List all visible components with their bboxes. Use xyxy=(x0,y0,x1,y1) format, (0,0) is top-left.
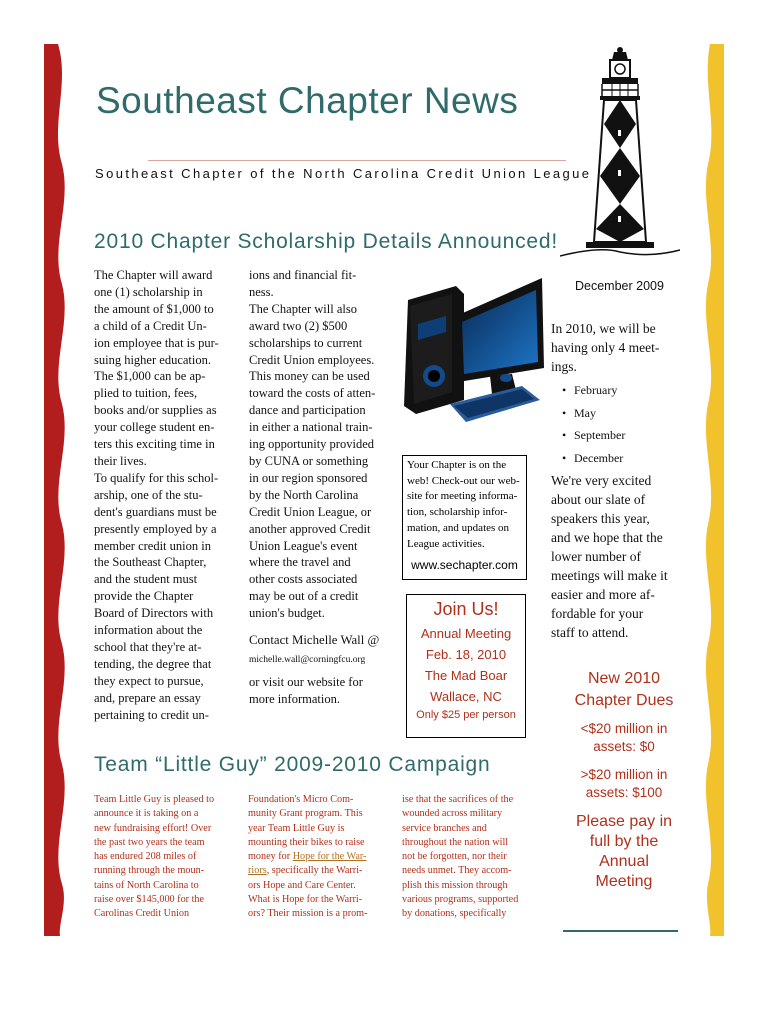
scholarship-heading: 2010 Chapter Scholarship Details Announced! xyxy=(94,230,559,253)
campaign-text-line: throughout the nation will xyxy=(402,836,509,848)
scholarship-text-line: Board of Directors with xyxy=(94,606,214,621)
contact-email[interactable]: michelle.wall@corningfcu.org xyxy=(249,654,366,665)
sidebar-text-line: easier and more af- xyxy=(551,587,655,602)
campaign-text-line: plish this mission through xyxy=(402,879,508,891)
scholarship-text-line: union's budget. xyxy=(249,606,325,621)
scholarship-text-line: by CUNA or something xyxy=(249,453,369,468)
scholarship-text-line: The $1,000 can be ap- xyxy=(94,369,206,384)
scholarship-text-line: plied to tuition, fees, xyxy=(94,386,198,401)
scholarship-text-line: your college student en- xyxy=(94,420,215,435)
dues-tier-1-line-2: assets: $0 xyxy=(593,739,655,754)
scholarship-text-line: school that they're at- xyxy=(94,639,202,654)
sidebar-divider xyxy=(563,930,678,932)
campaign-text-line: mounting their bikes to raise xyxy=(248,836,365,848)
scholarship-text-line: The Chapter will also xyxy=(249,301,357,316)
scholarship-text-line: pertaining to credit un- xyxy=(94,707,209,722)
campaign-text-line: ors? Their mission is a prom- xyxy=(248,908,368,920)
scholarship-text-line: ions and financial fit- xyxy=(249,268,357,282)
scholarship-text-line: provide the Chapter xyxy=(94,589,194,604)
sidebar-text-line: staff to attend. xyxy=(551,625,629,640)
scholarship-text-line: ing opportunity provided xyxy=(249,437,374,452)
scholarship-text-line: information about the xyxy=(94,623,203,638)
meeting-month-item: • September xyxy=(552,424,692,447)
link-suffix: , specifically the Warri- xyxy=(266,865,363,877)
campaign-text-line: Foundation's Micro Com- xyxy=(248,794,354,805)
sidebar-text-line: We're very excited xyxy=(551,473,652,488)
scholarship-text-line: To qualify for this schol- xyxy=(94,470,219,485)
computer-illustration xyxy=(400,272,548,442)
scholarship-text-line: other costs associated xyxy=(249,572,358,587)
scholarship-column-2 xyxy=(249,267,399,708)
more-info-line-1: or visit our website for xyxy=(249,674,363,689)
dues-note-line-1: Please pay in xyxy=(575,813,673,830)
campaign-text-line: has endured 208 miles of xyxy=(94,851,197,863)
dues-heading xyxy=(556,668,692,712)
sidebar-text-line: fordable for your xyxy=(551,606,644,621)
scholarship-text-line: they expect to pursue, xyxy=(94,673,204,688)
hope-for-warriors-link-cont[interactable]: riors xyxy=(248,865,267,877)
sidebar-text-line: about our slate of xyxy=(551,492,646,507)
campaign-text-line: ors Hope and Care Center. xyxy=(248,879,356,891)
sidebar-text-line: lower number of xyxy=(551,549,641,564)
scholarship-text-line: Credit Union employees. xyxy=(249,352,375,367)
page-subtitle: Southeast Chapter of the North Carolina Credit Union League xyxy=(95,166,592,181)
dues-note-line-2: full by the xyxy=(589,833,659,850)
join-us-location: Wallace, NC xyxy=(430,689,502,704)
scholarship-text-line: the Southeast Chapter, xyxy=(94,555,207,570)
scholarship-text-line: books and/or supplies as xyxy=(94,403,217,418)
campaign-text-line: Carolinas Credit Union xyxy=(94,908,190,920)
dues-tier-2 xyxy=(556,766,692,802)
campaign-text-line: year Team Little Guy is xyxy=(248,822,345,834)
issue-date: December 2009 xyxy=(575,279,664,293)
dues-heading-line-1: New 2010 xyxy=(587,670,661,687)
join-us-price: Only $25 per person xyxy=(416,709,516,721)
scholarship-text-line: ters this exciting time in xyxy=(94,437,215,452)
scholarship-text-line: a child of a Credit Un- xyxy=(94,318,207,333)
campaign-column-1 xyxy=(94,793,240,922)
campaign-text-line: running through the moun- xyxy=(94,865,205,877)
sidebar-outro xyxy=(551,471,701,642)
join-us-event: Annual Meeting xyxy=(420,626,512,641)
scholarship-text-line: ness. xyxy=(249,284,274,299)
website-info-line: site for meeting informa- xyxy=(407,490,518,503)
join-us-heading: Join Us! xyxy=(433,599,499,619)
campaign-text-line: new fundraising effort! Over xyxy=(94,822,212,834)
page-title: Southeast Chapter News xyxy=(96,80,519,121)
campaign-link-line-2 xyxy=(248,864,394,878)
scholarship-text-line: The Chapter will award xyxy=(94,268,213,282)
campaign-column-2 xyxy=(248,793,394,922)
join-us-box xyxy=(406,594,526,738)
scholarship-text-line: presently employed by a xyxy=(94,521,217,536)
scholarship-text-line: in our region sponsored xyxy=(249,470,368,485)
website-url[interactable]: www.sechapter.com xyxy=(411,558,518,573)
sidebar-text-line: and we hope that the xyxy=(551,530,663,545)
website-info-line: tion, scholarship infor- xyxy=(407,506,508,519)
campaign-text-line: by donations, specifically xyxy=(402,908,507,920)
scholarship-text-line: dance and participation xyxy=(249,403,366,418)
dues-note-line-3: Annual xyxy=(599,853,649,870)
dues-tier-2-line-1: >$20 million in xyxy=(580,767,668,782)
scholarship-text-line: toward the costs of atten- xyxy=(249,386,376,401)
right-wavy-border xyxy=(702,44,724,936)
scholarship-text-line: may be out of a credit xyxy=(249,589,359,604)
campaign-text-line: announce it is taking on a xyxy=(94,808,199,820)
campaign-text-line: service branches and xyxy=(402,822,487,834)
scholarship-text-line: Credit Union League, or xyxy=(249,504,372,519)
left-wavy-border xyxy=(44,44,70,936)
scholarship-text-line: another approved Credit xyxy=(249,521,371,536)
join-us-date: Feb. 18, 2010 xyxy=(425,647,507,662)
meeting-month-item: • May xyxy=(552,402,692,425)
campaign-text-line: needs unmet. They accom- xyxy=(402,865,512,877)
campaign-text-line: not be forgotten, nor their xyxy=(402,851,507,863)
scholarship-text-line: and, prepare an essay xyxy=(94,690,201,705)
link-prefix: money for xyxy=(248,851,293,863)
campaign-text-line: What is Hope for the Warri- xyxy=(248,894,363,906)
website-info-box xyxy=(402,455,527,580)
meeting-month-item: • December xyxy=(552,447,692,470)
website-info-line: mation, and updates on xyxy=(407,521,510,534)
scholarship-text-line: suing higher education. xyxy=(94,352,211,367)
scholarship-column-1 xyxy=(94,267,244,723)
lighthouse-illustration xyxy=(560,46,680,258)
dues-note-line-4: Meeting xyxy=(595,873,653,890)
campaign-text-line: the past two years the team xyxy=(94,836,205,848)
meeting-month-item: • February xyxy=(552,379,692,402)
website-info-line: Your Chapter is on the xyxy=(407,459,507,471)
scholarship-text-line: ion employee that is pur- xyxy=(94,335,219,350)
scholarship-text-line: one (1) scholarship in xyxy=(94,284,203,299)
sidebar-text-line: having only 4 meet- xyxy=(551,340,660,355)
campaign-link-line xyxy=(248,850,394,864)
campaign-text-line: ise that the sacrifices of the xyxy=(402,794,514,805)
campaign-text-line: Team Little Guy is pleased to xyxy=(94,794,215,805)
campaign-text-line: munity Grant program. This xyxy=(248,808,363,820)
scholarship-text-line: dent's guardians must be xyxy=(94,504,217,519)
meeting-months-list xyxy=(552,379,692,469)
join-us-venue: The Mad Boar xyxy=(424,668,508,683)
campaign-text-line: tains of North Carolina to xyxy=(94,879,199,891)
campaign-text-line: various programs, supported xyxy=(402,894,519,906)
scholarship-text-line: the amount of $1,000 to xyxy=(94,301,214,316)
campaign-text-line: wounded across military xyxy=(402,808,503,820)
more-info-line-2: more information. xyxy=(249,691,340,706)
website-info-text xyxy=(407,458,522,552)
contact-text: Contact Michelle Wall @ xyxy=(249,633,380,648)
dues-tier-1-line-1: <$20 million in xyxy=(580,721,668,736)
dues-payment-note xyxy=(556,812,692,892)
campaign-text-line: raise over $145,000 for the xyxy=(94,894,205,906)
scholarship-text-line: by the North Carolina xyxy=(249,487,359,502)
scholarship-text-line: tending, the degree that xyxy=(94,656,212,671)
scholarship-text-line: where the travel and xyxy=(249,555,351,570)
scholarship-text-line: This money can be used xyxy=(249,369,370,384)
sidebar-text-line: ings. xyxy=(551,359,577,374)
sidebar-text-line: speakers this year, xyxy=(551,511,650,526)
title-divider xyxy=(148,160,566,161)
scholarship-text-line: scholarships to current xyxy=(249,335,363,350)
dues-tier-2-line-2: assets: $100 xyxy=(585,785,663,800)
scholarship-text-line: member credit union in xyxy=(94,538,211,553)
campaign-column-3 xyxy=(402,793,548,922)
sidebar-intro xyxy=(551,319,701,376)
website-info-line: web! Check-out our web- xyxy=(407,474,520,487)
sidebar-text-line: meetings will make it xyxy=(551,568,668,583)
sidebar-text-line: In 2010, we will be xyxy=(551,321,656,336)
scholarship-text-line: award two (2) $500 xyxy=(249,318,348,333)
website-info-line: League activities. xyxy=(407,537,485,550)
hope-for-warriors-link[interactable]: Hope for the War- xyxy=(292,851,367,863)
scholarship-text-line: arship, one of the stu- xyxy=(94,487,203,502)
scholarship-text-line: and the student must xyxy=(94,572,198,587)
dues-tier-1 xyxy=(556,720,692,756)
dues-heading-line-2: Chapter Dues xyxy=(574,692,674,709)
scholarship-text-line: in either a national train- xyxy=(249,420,373,435)
scholarship-text-line: their lives. xyxy=(94,453,147,468)
scholarship-text-line: Union League's event xyxy=(249,538,358,553)
campaign-heading: Team “Little Guy” 2009-2010 Campaign xyxy=(94,753,491,776)
